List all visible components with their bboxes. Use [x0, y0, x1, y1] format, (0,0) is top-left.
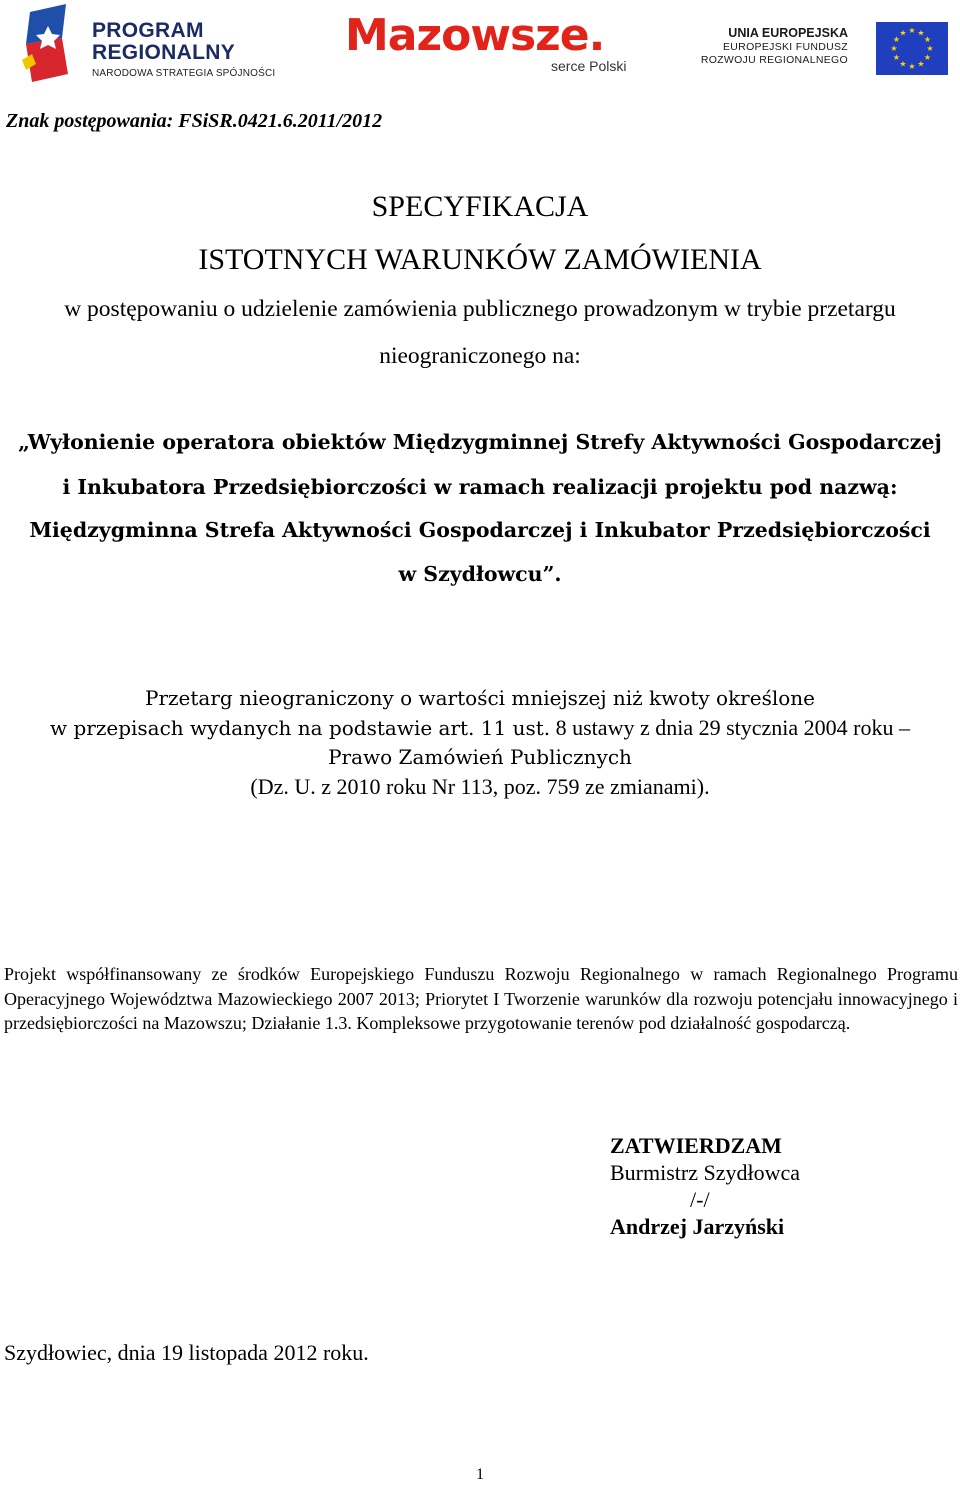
approval-signature: /-/: [690, 1187, 710, 1212]
legal-basis-line2b: 8 ustawy z dnia 29 stycznia 2004 roku –: [550, 715, 910, 740]
mazowsze-logo: [345, 10, 645, 80]
cofinancing-note: Projekt współfinansowany ze środków Europejskiego Funduszu Rozwoju Regionalnego w ramach Regionalnego Programu Operacyjnego Województwa Mazowieckiego 2007 2013; Priorytet I Tworzenie warunków dla rozwoju potencjału innowacyjnego i przedsiębiorczości na Mazowszu; Działanie 1.3. Kompleksowe przygotowanie terenów pod działalność gospodarczą.: [4, 964, 958, 1033]
eu-logo-line1: UNIA EUROPEJSKA: [728, 26, 848, 40]
eu-logo-line3: ROZWOJU REGIONALNEGO: [700, 54, 848, 66]
mazowsze-logo-tagline: serce Polski: [551, 58, 627, 74]
procedure-reference: Znak postępowania: FSiSR.0421.6.2011/2012: [6, 110, 383, 132]
svg-text:★: ★: [890, 44, 898, 53]
document-title-line2: ISTOTNYCH WARUNKÓW ZAMÓWIENIA: [198, 243, 762, 276]
approval-block: [610, 1132, 800, 1240]
approval-heading: ZATWIERDZAM: [610, 1133, 782, 1158]
mazowsze-logo-word: Mazowsze.: [345, 10, 605, 61]
legal-basis-line3: Prawo Zamówień Publicznych: [328, 745, 632, 769]
place-and-date: Szydłowiec, dnia 19 listopada 2012 roku.: [4, 1340, 369, 1365]
intro-line1: w postępowaniu o udzielenie zamówienia publicznego prowadzonym w trybie przetargu: [64, 296, 896, 322]
svg-text:★: ★: [908, 62, 916, 71]
svg-text:★: ★: [892, 35, 901, 44]
eu-logo-line2: EUROPEJSKI FUNDUSZ: [723, 41, 848, 53]
document-title-line1: SPECYFIKACJA: [371, 190, 589, 223]
svg-text:★: ★: [908, 26, 916, 35]
intro-line2: nieograniczonego na:: [379, 343, 581, 369]
subject-line4: w Szydłowcu”.: [398, 562, 562, 586]
svg-text:★: ★: [923, 53, 932, 62]
eu-flag-icon: [876, 22, 948, 75]
svg-text:★: ★: [923, 35, 932, 44]
approval-name: Andrzej Jarzyński: [610, 1214, 785, 1239]
svg-text:★: ★: [899, 59, 907, 69]
svg-text:★: ★: [917, 28, 925, 38]
program-logo-line3: NARODOWA STRATEGIA SPÓJNOŚCI: [92, 68, 276, 79]
page-number: 1: [476, 1466, 484, 1483]
subject-line3: Międzygminna Strefa Aktywności Gospodarczej i Inkubator Przedsiębiorczości: [29, 518, 931, 542]
program-logo-line1: PROGRAM: [92, 19, 204, 42]
svg-text:★: ★: [926, 44, 934, 53]
approval-role: Burmistrz Szydłowca: [610, 1160, 801, 1185]
subject-line1: „Wyłonienie operatora obiektów Międzygminnej Strefy Aktywności Gospodarczej: [18, 430, 942, 454]
subject-line2: i Inkubatora Przedsiębiorczości w ramach realizacji projektu pod nazwą:: [62, 475, 898, 499]
svg-text:★: ★: [899, 28, 907, 38]
program-logo-line2: REGIONALNY: [92, 41, 236, 64]
legal-basis-line2a: w przepisach wydanych na podstawie art. 11 ust.: [49, 716, 551, 740]
program-regionalny-logo: [22, 4, 307, 84]
svg-text:★: ★: [917, 59, 925, 69]
program-regionalny-emblem-icon: [22, 4, 74, 84]
legal-basis-line2: [0, 715, 960, 741]
legal-basis-line1: Przetarg nieograniczony o wartości mniejszej niż kwoty określone: [145, 686, 815, 710]
svg-text:★: ★: [892, 53, 901, 62]
eu-logo: [690, 22, 950, 78]
legal-basis-line4: (Dz. U. z 2010 roku Nr 113, poz. 759 ze zmianami).: [250, 774, 710, 799]
